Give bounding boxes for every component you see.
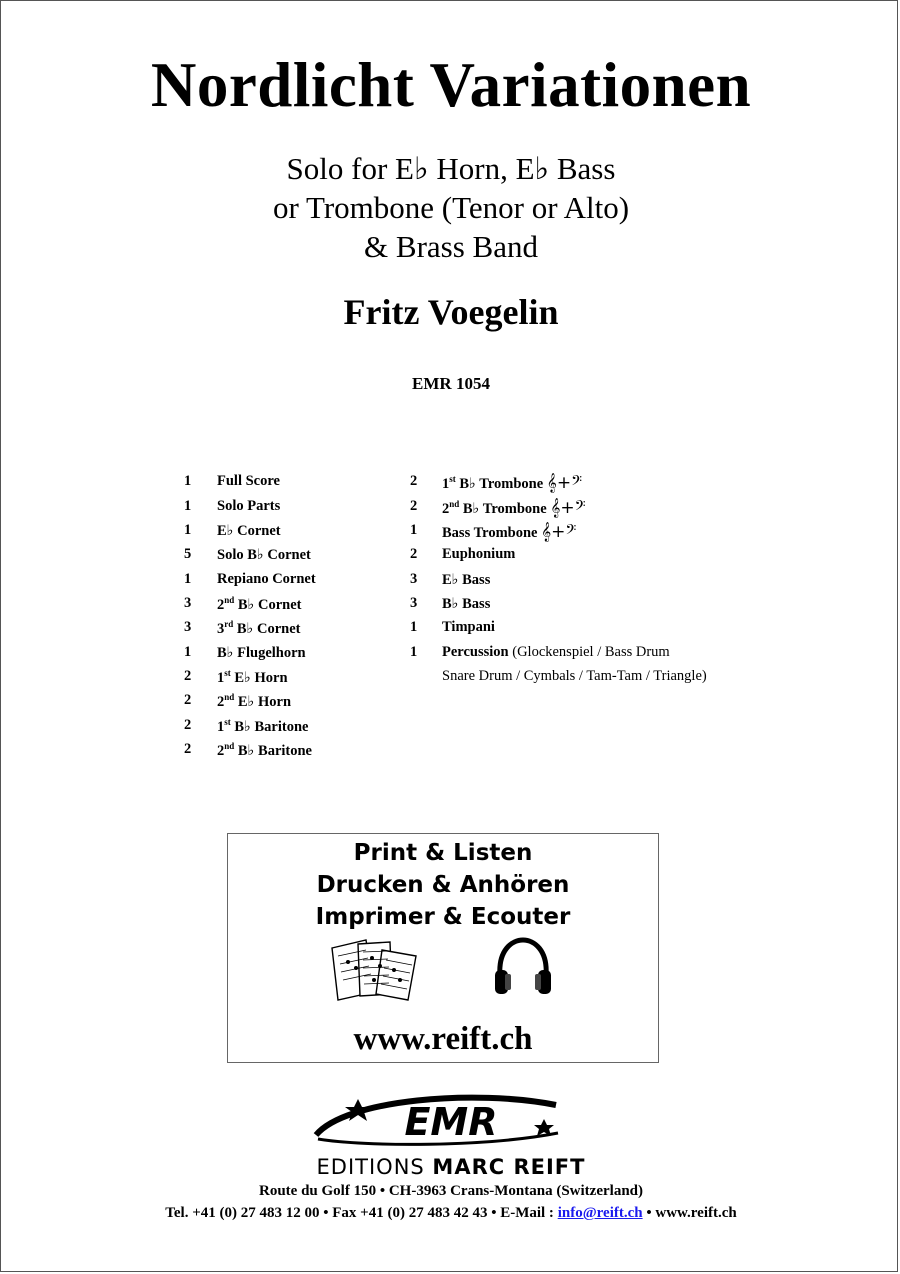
part-name: B♭ Cornet <box>234 596 302 613</box>
part-name: B♭ Cornet <box>233 620 301 637</box>
treble-bass-clef-icon: 𝄞+𝄢 <box>550 498 586 518</box>
part-ordinal-suffix: st <box>224 668 231 678</box>
part-ordinal: 1 <box>217 669 225 686</box>
part-ordinal-suffix: nd <box>224 692 235 702</box>
part-row <box>184 741 312 760</box>
part-row <box>184 668 288 687</box>
contact-phone-fax: Tel. +41 (0) 27 483 12 00 • Fax +41 (0) 27 483 42 43 • E-Mail : <box>165 1205 558 1221</box>
part-name: B♭ Bass <box>442 596 491 612</box>
part-name: B♭ Trombone <box>455 476 544 492</box>
part-row <box>410 644 670 661</box>
promo-line-french: Imprimer & Ecouter <box>315 904 571 930</box>
part-name: Euphonium <box>442 546 516 562</box>
promo-line-english: Print & Listen <box>353 840 533 866</box>
part-ordinal: 3 <box>217 620 225 637</box>
part-row <box>410 546 515 563</box>
subtitle-line-2: or Trombone (Tenor or Alto) <box>272 190 630 225</box>
part-name: Solo B♭ Cornet <box>217 547 311 563</box>
contact-website[interactable]: • www.reift.ch <box>642 1205 737 1221</box>
sheet-music-icon <box>326 936 422 1002</box>
part-name: Percussion <box>442 644 509 660</box>
part-name: B♭ Trombone <box>459 501 547 517</box>
email-link[interactable]: info@reift.ch <box>557 1205 643 1221</box>
part-ordinal: 2 <box>217 742 225 759</box>
part-qty: 1 <box>184 522 192 538</box>
part-row <box>184 522 281 540</box>
part-name: Full Score <box>217 473 280 489</box>
part-row <box>184 546 311 564</box>
part-qty: 3 <box>410 571 418 587</box>
part-row <box>410 522 576 542</box>
part-qty: 1 <box>410 644 418 660</box>
part-qty: 1 <box>410 619 418 635</box>
part-ordinal: 2 <box>217 693 225 710</box>
part-name: B♭ Baritone <box>230 718 309 735</box>
part-qty: 3 <box>184 619 192 635</box>
part-name: E♭ Horn <box>234 693 292 710</box>
part-qty: 2 <box>184 692 192 708</box>
headphones-icon <box>492 936 554 1002</box>
part-qty: 2 <box>184 717 192 733</box>
part-ordinal-suffix: rd <box>224 619 234 629</box>
part-row <box>184 644 306 662</box>
part-ordinal: 1 <box>442 476 450 492</box>
part-row <box>184 498 280 515</box>
promo-website[interactable]: www.reift.ch <box>353 1021 533 1057</box>
brand-reift: REIFT <box>513 1155 586 1179</box>
part-name: E♭ Horn <box>230 669 288 686</box>
part-ordinal: 2 <box>217 596 225 613</box>
part-name: Timpani <box>442 619 495 635</box>
part-ordinal: 2 <box>442 501 450 517</box>
part-row <box>410 595 490 613</box>
part-ordinal-suffix: nd <box>449 499 460 510</box>
publisher-address: Route du Golf 150 • CH-3963 Crans-Montana (Switzerland) <box>259 1183 643 1199</box>
part-ordinal-suffix: nd <box>224 741 235 751</box>
publisher-brand <box>1 1155 900 1179</box>
logo-text: EMR <box>404 1100 498 1144</box>
part-name: Repiano Cornet <box>217 571 316 587</box>
part-qty: 1 <box>184 644 192 660</box>
part-row <box>184 717 308 736</box>
part-row <box>410 619 495 636</box>
part-row <box>184 595 302 614</box>
part-name: B♭ Flugelhorn <box>217 645 306 661</box>
part-row <box>184 571 316 588</box>
part-qty: 1 <box>184 473 192 489</box>
part-detail: (Glockenspiel / Bass Drum <box>512 644 670 660</box>
part-qty: 3 <box>184 595 192 611</box>
part-row <box>410 473 582 493</box>
part-qty: 5 <box>184 546 192 562</box>
percussion-detail-continued: Snare Drum / Cymbals / Tam-Tam / Triangle) <box>442 668 707 684</box>
page-title: Nordlicht Variationen <box>150 50 752 120</box>
treble-bass-clef-icon: 𝄞+𝄢 <box>546 473 583 493</box>
subtitle-line-3: & Brass Band <box>364 229 538 264</box>
subtitle-line-1: Solo for E♭ Horn, E♭ Bass <box>286 151 616 186</box>
part-row <box>184 692 291 711</box>
part-qty: 3 <box>410 595 418 611</box>
emr-logo <box>306 1091 596 1151</box>
part-qty: 2 <box>184 741 192 757</box>
part-ordinal-suffix: st <box>449 474 456 485</box>
part-qty: 2 <box>184 668 192 684</box>
part-qty: 1 <box>184 498 192 514</box>
part-name: B♭ Baritone <box>234 742 312 759</box>
publisher-contact <box>1 1205 900 1222</box>
part-ordinal-suffix: st <box>224 717 231 727</box>
part-qty: 2 <box>410 473 418 489</box>
part-row <box>410 571 490 589</box>
part-qty: 1 <box>410 522 418 538</box>
part-ordinal-suffix: nd <box>224 595 235 605</box>
treble-bass-clef-icon: 𝄞+𝄢 <box>541 522 577 542</box>
brand-marc: MARC <box>432 1155 514 1179</box>
part-name: Solo Parts <box>217 498 281 514</box>
part-row <box>410 498 586 518</box>
part-qty: 2 <box>410 546 418 562</box>
brand-editions: EDITIONS <box>316 1155 433 1179</box>
part-row <box>184 473 280 490</box>
catalog-number: EMR 1054 <box>412 374 490 393</box>
part-name: E♭ Cornet <box>217 523 281 539</box>
part-row <box>184 619 301 638</box>
part-name: Bass Trombone <box>442 525 538 541</box>
part-name: E♭ Bass <box>442 572 491 588</box>
promo-line-german: Drucken & Anhören <box>316 872 570 898</box>
part-qty: 1 <box>184 571 192 587</box>
composer-name: Fritz Voegelin <box>343 292 559 332</box>
part-qty: 2 <box>410 498 418 514</box>
part-ordinal: 1 <box>217 718 225 735</box>
print-listen-box <box>227 833 659 1063</box>
